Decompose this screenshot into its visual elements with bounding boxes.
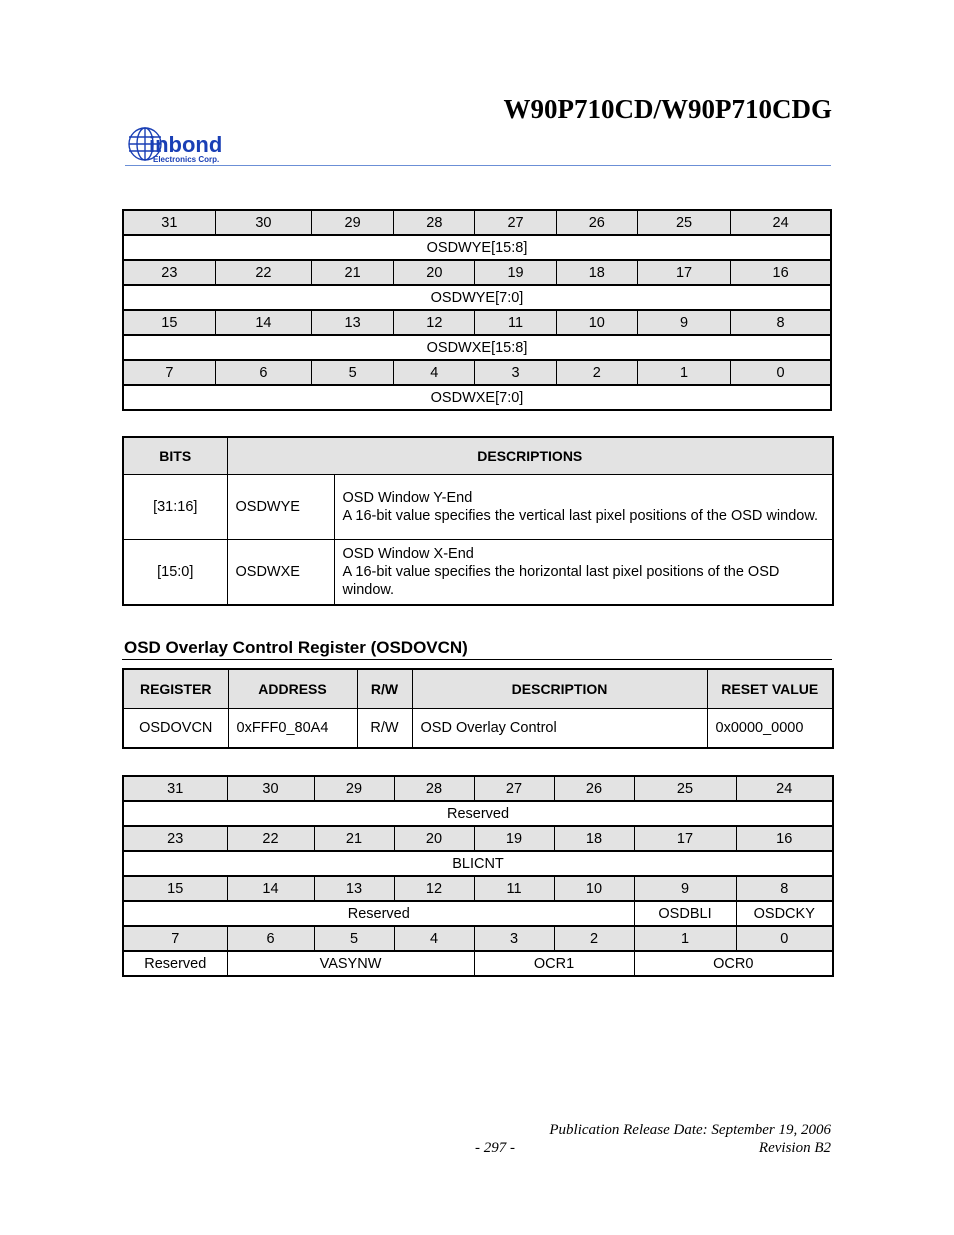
bit-number: 10 — [556, 310, 637, 335]
page-number: - 297 - — [475, 1140, 515, 1156]
bit-number: 23 — [123, 260, 215, 285]
bit-number: 20 — [394, 826, 474, 851]
field-description-title: OSD Window X-End — [342, 546, 474, 562]
bit-number: 31 — [123, 776, 227, 801]
register-description: OSD Overlay Control — [412, 709, 707, 749]
field-description — [334, 540, 833, 606]
register-access: R/W — [357, 709, 412, 749]
bit-number: 7 — [123, 926, 227, 951]
bit-number: 22 — [215, 260, 311, 285]
bit-number: 16 — [731, 260, 831, 285]
reset-value-header: RESET VALUE — [707, 669, 833, 709]
bit-field: Reserved — [123, 951, 227, 976]
bit-field: BLICNT — [123, 851, 833, 876]
bit-number: 5 — [312, 360, 394, 385]
register-name: OSDOVCN — [123, 709, 228, 749]
bit-number: 13 — [312, 310, 394, 335]
bit-number: 21 — [312, 260, 394, 285]
table-row — [123, 709, 833, 749]
field-name: OSDWYE — [227, 475, 334, 540]
bit-layout-table-osdwe — [122, 209, 832, 411]
bit-field-row — [123, 385, 831, 410]
rw-header: R/W — [357, 669, 412, 709]
bit-number: 29 — [314, 776, 394, 801]
bit-number: 14 — [227, 876, 314, 901]
bit-number: 18 — [556, 260, 637, 285]
bit-number: 5 — [314, 926, 394, 951]
bit-number: 12 — [394, 876, 474, 901]
bit-number: 13 — [314, 876, 394, 901]
bit-number: 24 — [731, 210, 831, 235]
bit-field: VASYNW — [227, 951, 474, 976]
bit-number: 18 — [554, 826, 634, 851]
publication-date: Publication Release Date: September 19, 2006 — [549, 1122, 831, 1138]
section-heading: OSD Overlay Control Register (OSDOVCN) — [124, 638, 468, 657]
bit-field: OSDBLI — [634, 901, 736, 926]
bit-number: 10 — [554, 876, 634, 901]
register-table — [122, 668, 834, 749]
description-header: DESCRIPTION — [412, 669, 707, 709]
bit-range: [15:0] — [123, 540, 227, 606]
bit-number: 21 — [314, 826, 394, 851]
bit-number: 12 — [394, 310, 475, 335]
bit-number: 3 — [474, 926, 554, 951]
bits-header: BITS — [123, 437, 227, 475]
table-row — [123, 540, 833, 606]
bit-field: OCR0 — [634, 951, 833, 976]
table-row — [123, 475, 833, 540]
bit-number: 14 — [215, 310, 311, 335]
bit-number: 30 — [215, 210, 311, 235]
bit-number: 8 — [731, 310, 831, 335]
bit-number: 31 — [123, 210, 215, 235]
bit-field: OSDCKY — [736, 901, 833, 926]
bit-field: OSDWYE[7:0] — [123, 285, 831, 310]
svg-text:Electronics Corp.: Electronics Corp. — [153, 155, 220, 164]
bit-number: 6 — [227, 926, 314, 951]
bit-field: Reserved — [123, 901, 634, 926]
bit-layout-table-osdovcn — [122, 775, 834, 977]
bit-field: OSDWYE[15:8] — [123, 235, 831, 260]
field-description-text: A 16-bit value specifies the horizontal last pixel positions of the OSD window. — [342, 564, 780, 598]
header-divider — [125, 165, 831, 166]
table-header-row — [123, 437, 833, 475]
bit-number-row — [123, 826, 833, 851]
bit-field-row — [123, 901, 833, 926]
bit-number: 2 — [556, 360, 637, 385]
bit-number: 25 — [637, 210, 730, 235]
address-header: ADDRESS — [228, 669, 357, 709]
bit-number-row — [123, 776, 833, 801]
bit-number: 15 — [123, 876, 227, 901]
bit-number-row — [123, 210, 831, 235]
bit-number: 23 — [123, 826, 227, 851]
bit-field-row — [123, 951, 833, 976]
bit-number: 0 — [736, 926, 833, 951]
bit-number: 3 — [475, 360, 556, 385]
register-address: 0xFFF0_80A4 — [228, 709, 357, 749]
bit-number: 27 — [475, 210, 556, 235]
bit-number: 17 — [634, 826, 736, 851]
bit-number: 2 — [554, 926, 634, 951]
bit-field-row — [123, 285, 831, 310]
bit-number: 17 — [637, 260, 730, 285]
bit-field: Reserved — [123, 801, 833, 826]
field-description — [334, 475, 833, 540]
bit-number: 9 — [637, 310, 730, 335]
field-description-text: A 16-bit value specifies the vertical last pixel positions of the OSD window. — [342, 508, 819, 524]
table-header-row — [123, 669, 833, 709]
bit-number: 15 — [123, 310, 215, 335]
winbond-logo — [127, 125, 257, 167]
bit-number: 19 — [475, 260, 556, 285]
svg-text:inbond: inbond — [149, 132, 223, 157]
register-header: REGISTER — [123, 669, 228, 709]
bit-field-row — [123, 851, 833, 876]
bit-number: 30 — [227, 776, 314, 801]
bit-field-row — [123, 801, 833, 826]
bit-number: 6 — [215, 360, 311, 385]
bit-number: 11 — [474, 876, 554, 901]
section-divider — [122, 659, 832, 660]
bit-number: 0 — [731, 360, 831, 385]
bit-number-row — [123, 310, 831, 335]
bit-number: 9 — [634, 876, 736, 901]
revision-label: Revision B2 — [758, 1140, 831, 1156]
bit-number: 1 — [634, 926, 736, 951]
bit-number: 1 — [637, 360, 730, 385]
bit-number-row — [123, 926, 833, 951]
bit-number: 19 — [474, 826, 554, 851]
bit-range: [31:16] — [123, 475, 227, 540]
bit-field: OCR1 — [474, 951, 634, 976]
bit-number: 20 — [394, 260, 475, 285]
bit-number: 7 — [123, 360, 215, 385]
bit-number-row — [123, 876, 833, 901]
bit-number: 28 — [394, 210, 475, 235]
document-title: W90P710CD/W90P710CDG — [503, 94, 832, 124]
bit-number-row — [123, 360, 831, 385]
bit-number: 11 — [475, 310, 556, 335]
bit-number: 22 — [227, 826, 314, 851]
bit-number: 27 — [474, 776, 554, 801]
bit-number: 25 — [634, 776, 736, 801]
bit-number: 16 — [736, 826, 833, 851]
register-reset-value: 0x0000_0000 — [707, 709, 833, 749]
bit-number: 28 — [394, 776, 474, 801]
bit-field-row — [123, 235, 831, 260]
descriptions-header: DESCRIPTIONS — [227, 437, 833, 475]
bit-number: 4 — [394, 360, 475, 385]
bit-number: 8 — [736, 876, 833, 901]
bit-field: OSDWXE[7:0] — [123, 385, 831, 410]
bit-description-table — [122, 436, 834, 606]
field-name: OSDWXE — [227, 540, 334, 606]
bit-field-row — [123, 335, 831, 360]
bit-field: OSDWXE[15:8] — [123, 335, 831, 360]
bit-number: 26 — [556, 210, 637, 235]
field-description-title: OSD Window Y-End — [342, 490, 473, 506]
bit-number: 26 — [554, 776, 634, 801]
bit-number: 4 — [394, 926, 474, 951]
bit-number: 29 — [312, 210, 394, 235]
bit-number-row — [123, 260, 831, 285]
bit-number: 24 — [736, 776, 833, 801]
